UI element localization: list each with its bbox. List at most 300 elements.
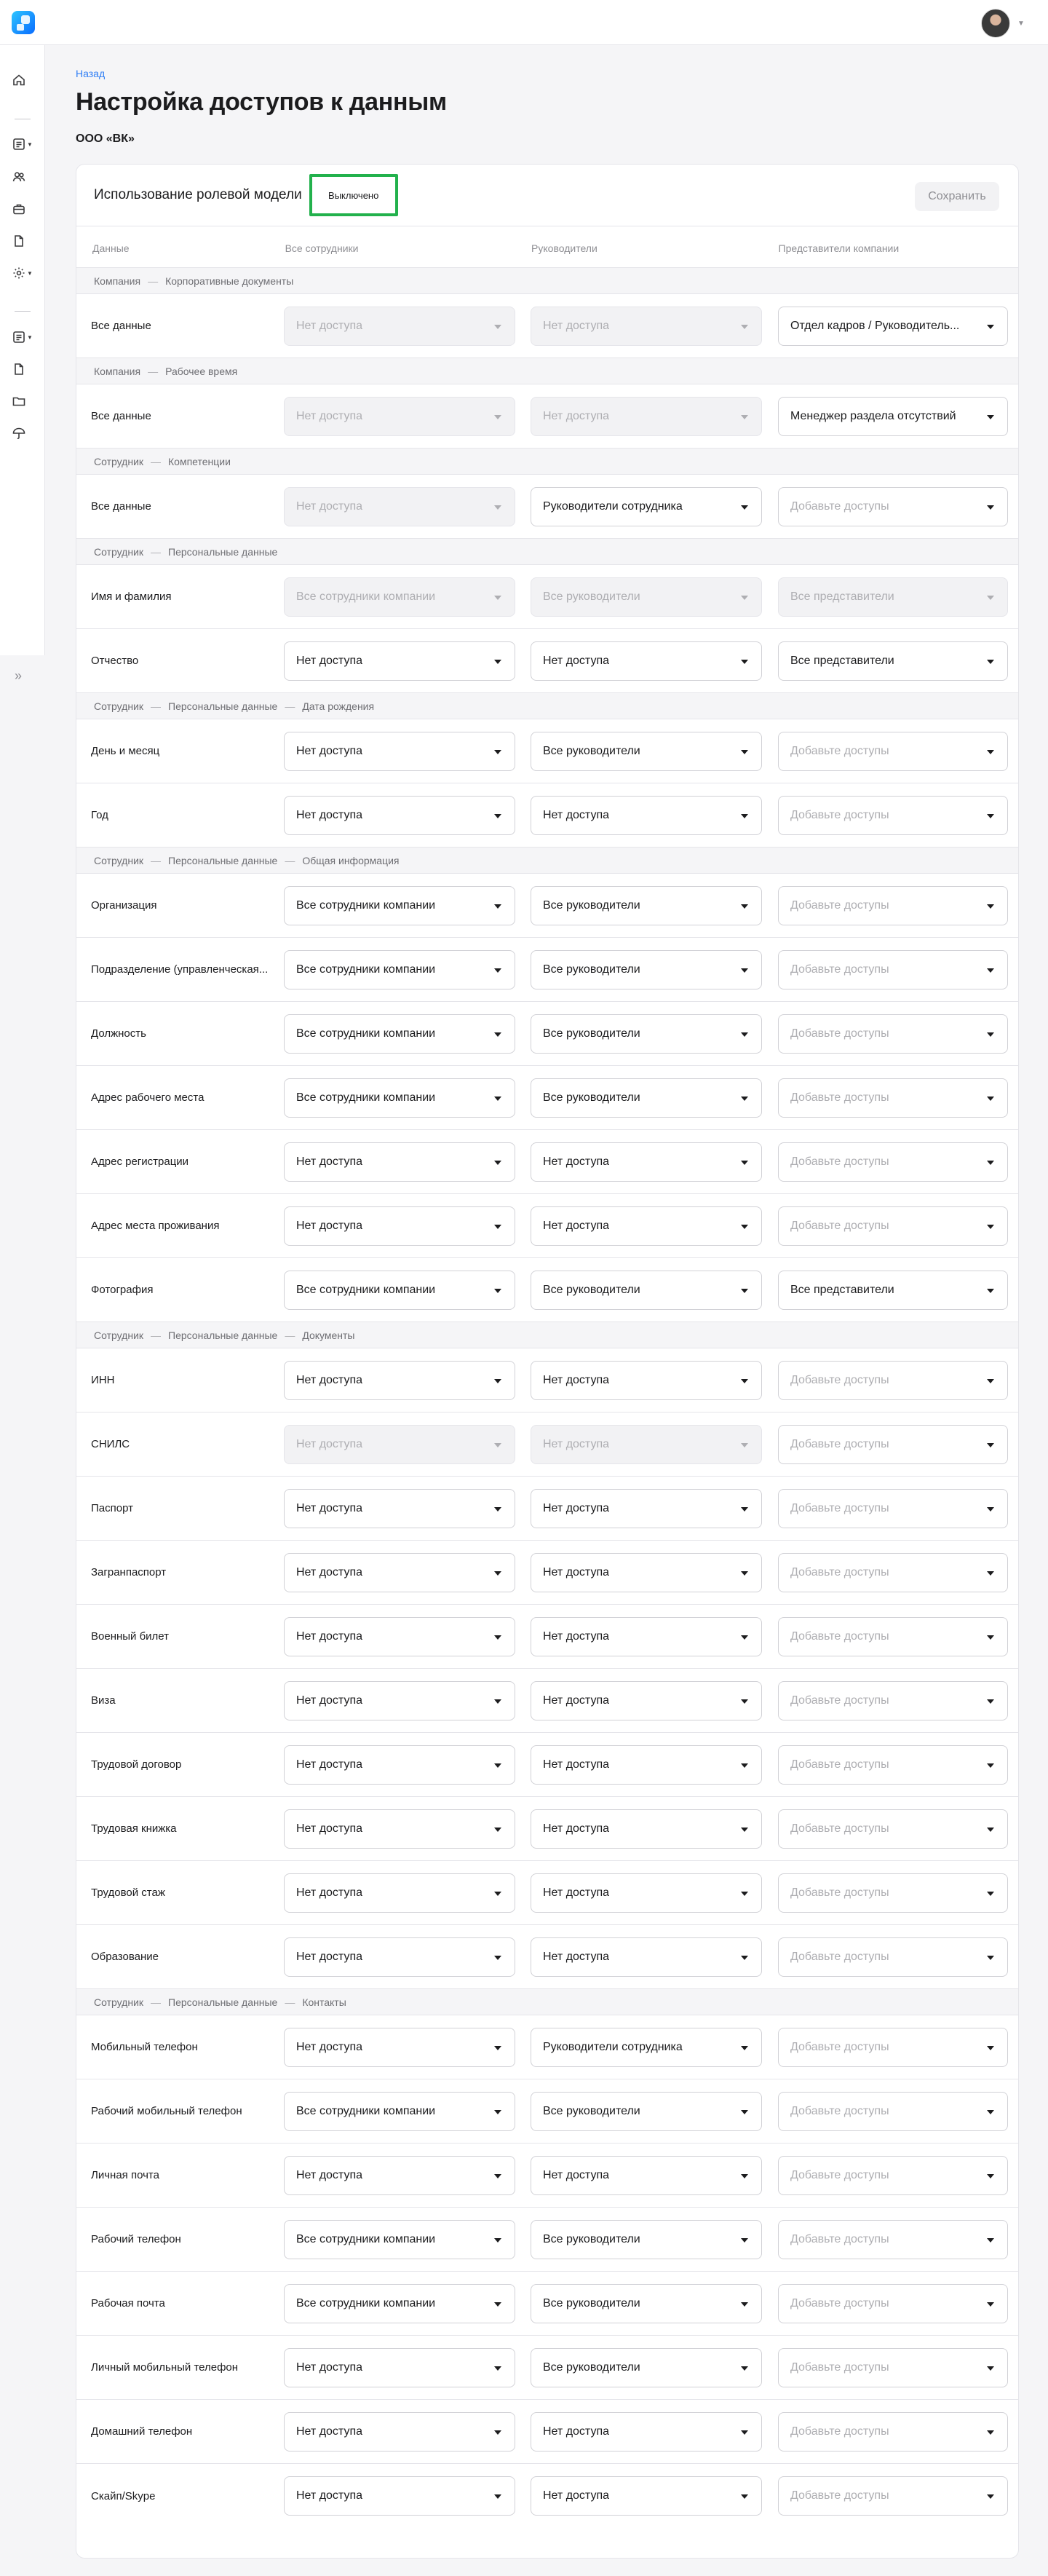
all-employees-select[interactable]: [284, 2476, 515, 2516]
representatives-select[interactable]: [778, 1553, 1008, 1592]
dropdown-arrow-icon: [741, 415, 748, 419]
managers-select[interactable]: [531, 1142, 762, 1182]
breadcrumb-separator: —: [151, 854, 162, 866]
dropdown-arrow-icon: [741, 1289, 748, 1293]
briefcase-icon[interactable]: [12, 199, 33, 218]
select-value: Все представители: [790, 590, 894, 603]
select-value: Нет доступа: [296, 1950, 362, 1963]
access-cell: [284, 796, 531, 835]
select-value: Все сотрудники компании: [296, 590, 436, 603]
table-row: [76, 1066, 1018, 1130]
dropdown-arrow-icon: [987, 1161, 994, 1165]
sidebar-expand-button[interactable]: »: [15, 668, 23, 683]
dropdown-arrow-icon: [741, 2174, 748, 2178]
avatar[interactable]: [981, 9, 1010, 38]
dropdown-arrow-icon: [987, 1956, 994, 1960]
representatives-select[interactable]: [778, 2476, 1008, 2516]
select-value: Все сотрудники компании: [296, 2296, 436, 2310]
dropdown-arrow-icon: [741, 2238, 748, 2243]
representatives-select[interactable]: [778, 2028, 1008, 2067]
access-cell: [284, 1014, 531, 1054]
select-value: Руководители сотрудника: [543, 499, 683, 513]
profile-menu[interactable]: [981, 9, 1026, 38]
dropdown-arrow-icon: [494, 1828, 501, 1832]
dropdown-arrow-icon: [987, 1828, 994, 1832]
access-cell: [284, 1745, 531, 1785]
breadcrumb-separator: —: [151, 1996, 162, 2008]
access-cell: [284, 886, 531, 925]
section-path-item: Компания: [94, 274, 141, 287]
file-icon[interactable]: [12, 232, 33, 250]
all-employees-select[interactable]: [284, 732, 515, 771]
table-row: [76, 1925, 1018, 1989]
managers-select[interactable]: [531, 2348, 762, 2387]
row-label: Загранпаспорт: [91, 1566, 167, 1579]
select-value: Добавьте доступы: [790, 808, 889, 821]
representatives-select[interactable]: [778, 1271, 1008, 1310]
select-value: Нет доступа: [296, 1155, 362, 1168]
representatives-select[interactable]: [778, 886, 1008, 925]
dropdown-arrow-icon: [987, 2494, 994, 2499]
select-value: Все руководители: [543, 744, 640, 757]
select-value: Добавьте доступы: [790, 1758, 889, 1771]
select-value: Нет доступа: [296, 1758, 362, 1771]
all-employees-select[interactable]: [284, 1142, 515, 1182]
table-row: [76, 1348, 1018, 1413]
managers-select[interactable]: [531, 1873, 762, 1913]
access-cell: [778, 2476, 1018, 2516]
table-row: [76, 1861, 1018, 1925]
representatives-select[interactable]: [778, 2220, 1008, 2259]
representatives-select[interactable]: [778, 1745, 1008, 1785]
representatives-select[interactable]: [778, 487, 1008, 526]
breadcrumb-separator: —: [151, 1329, 162, 1341]
breadcrumb-separator: —: [285, 854, 295, 866]
dropdown-arrow-icon: [494, 415, 501, 419]
table-row: [76, 1733, 1018, 1797]
sidebar: [0, 45, 45, 683]
app-logo-icon[interactable]: [12, 11, 35, 34]
chevron-down-icon[interactable]: ▼: [1017, 19, 1025, 28]
section-path-item: Сотрудник: [94, 700, 144, 712]
managers-select[interactable]: [531, 1271, 762, 1310]
section-path-item: Сотрудник: [94, 1329, 144, 1341]
row-label: Рабочая почта: [91, 2297, 165, 2310]
representatives-select[interactable]: [778, 2092, 1008, 2131]
select-value: Добавьте доступы: [790, 1091, 889, 1104]
select-value: Нет доступа: [296, 808, 362, 821]
row-label: Мобильный телефон: [91, 2041, 198, 2053]
select-value: Добавьте доступы: [790, 1155, 889, 1168]
select-value: Добавьте доступы: [790, 499, 889, 513]
managers-select[interactable]: [531, 2284, 762, 2323]
access-cell: [531, 2028, 778, 2067]
select-value: Все представители: [790, 654, 894, 667]
select-value: Нет доступа: [543, 2168, 609, 2181]
row-label: Паспорт: [91, 1502, 133, 1514]
representatives-select[interactable]: [778, 732, 1008, 771]
dropdown-arrow-icon: [987, 1443, 994, 1447]
table-row: [76, 1258, 1018, 1322]
managers-select[interactable]: [531, 796, 762, 835]
dropdown-arrow-icon: [741, 1699, 748, 1704]
dropdown-arrow-icon: [987, 1379, 994, 1383]
representatives-select[interactable]: [778, 2412, 1008, 2451]
page-header: [76, 67, 1019, 146]
folder-icon[interactable]: [12, 392, 33, 411]
all-employees-select[interactable]: [284, 2412, 515, 2451]
all-employees-select[interactable]: [284, 1271, 515, 1310]
access-cell: [531, 1142, 778, 1182]
select-value: Все сотрудники компании: [296, 898, 436, 912]
select-value: Нет доступа: [543, 1694, 609, 1707]
people-icon[interactable]: [12, 167, 33, 186]
managers-select[interactable]: [531, 641, 762, 681]
select-value: Добавьте доступы: [790, 1629, 889, 1643]
dropdown-arrow-icon: [494, 1892, 501, 1896]
dropdown-arrow-icon: [494, 2046, 501, 2050]
all-employees-select[interactable]: [284, 2284, 515, 2323]
access-cell: [778, 1142, 1018, 1182]
all-employees-select[interactable]: [284, 2092, 515, 2131]
representatives-select[interactable]: [778, 1873, 1008, 1913]
dropdown-arrow-icon: [494, 2494, 501, 2499]
breadcrumb-separator: —: [151, 455, 162, 467]
representatives-select[interactable]: [778, 950, 1008, 989]
dropdown-arrow-icon: [987, 1507, 994, 1512]
access-cell: [284, 732, 531, 771]
access-cell: [531, 1078, 778, 1118]
access-cell: [284, 2348, 531, 2387]
section-path-item: Сотрудник: [94, 854, 144, 866]
dropdown-arrow-icon: [741, 1763, 748, 1768]
managers-select[interactable]: [531, 487, 762, 526]
representatives-select[interactable]: [778, 1206, 1008, 1246]
dropdown-arrow-icon: [741, 968, 748, 973]
select-value: Нет доступа: [543, 1565, 609, 1579]
access-cell: [531, 796, 778, 835]
dropdown-arrow-icon: [987, 1892, 994, 1896]
representatives-select[interactable]: [778, 796, 1008, 835]
dropdown-arrow-icon: [987, 968, 994, 973]
select-value: Нет доступа: [296, 1886, 362, 1899]
access-cell: [531, 1745, 778, 1785]
managers-select[interactable]: [531, 2412, 762, 2451]
table-row: [76, 475, 1018, 539]
all-employees-select[interactable]: [284, 1553, 515, 1592]
dropdown-arrow-icon: [741, 1379, 748, 1383]
all-employees-select: [284, 307, 515, 346]
dropdown-arrow-icon: [987, 2174, 994, 2178]
representatives-select[interactable]: [778, 307, 1008, 346]
dropdown-arrow-icon: [987, 2238, 994, 2243]
managers-select[interactable]: [531, 1078, 762, 1118]
dropdown-arrow-icon: [741, 596, 748, 600]
managers-select[interactable]: [531, 2028, 762, 2067]
save-button[interactable]: Сохранить: [915, 182, 999, 211]
access-cell: [778, 577, 1018, 617]
access-cell: [531, 1425, 778, 1464]
section-header: [76, 358, 1018, 384]
row-label: Организация: [91, 899, 157, 912]
access-cell: [531, 1271, 778, 1310]
dropdown-arrow-icon: [494, 1699, 501, 1704]
umbrella-icon[interactable]: [12, 424, 33, 443]
access-cell: [531, 2092, 778, 2131]
row-label: Образование: [91, 1951, 159, 1963]
section-path-item: Персональные данные: [168, 1329, 278, 1341]
select-value: Нет доступа: [296, 1373, 362, 1386]
representatives-select[interactable]: [778, 641, 1008, 681]
managers-select[interactable]: [531, 2476, 762, 2516]
dropdown-arrow-icon: [741, 505, 748, 510]
dropdown-arrow-icon: [741, 1571, 748, 1576]
select-value: Нет доступа: [543, 409, 609, 422]
dropdown-arrow-icon: [987, 2366, 994, 2371]
access-cell: [531, 641, 778, 681]
dropdown-arrow-icon: [741, 1828, 748, 1832]
table-body: [76, 268, 1018, 2528]
dropdown-arrow-icon: [987, 1699, 994, 1704]
all-employees-select[interactable]: [284, 1809, 515, 1849]
section-path-item: Сотрудник: [94, 455, 144, 467]
section-path-item: Рабочее время: [165, 365, 238, 377]
document-list-icon[interactable]: ▼: [12, 328, 33, 347]
all-employees-select[interactable]: [284, 886, 515, 925]
row-label: Подразделение (управленческая...: [91, 963, 269, 976]
table-row: [76, 1130, 1018, 1194]
access-cell: [778, 1078, 1018, 1118]
access-cell: [284, 1271, 531, 1310]
section-path-item: Персональные данные: [168, 700, 278, 712]
file-icon[interactable]: [12, 360, 33, 379]
row-label: Имя и фамилия: [91, 590, 172, 603]
access-cell: [284, 397, 531, 436]
access-cell: [284, 2412, 531, 2451]
access-cell: [531, 307, 778, 346]
select-value: Нет доступа: [296, 409, 362, 422]
row-label: Отчество: [91, 655, 139, 667]
representatives-select[interactable]: [778, 1681, 1008, 1720]
representatives-select[interactable]: [778, 1361, 1008, 1400]
managers-select[interactable]: [531, 1681, 762, 1720]
table-row: [76, 294, 1018, 358]
row-label: Военный билет: [91, 1630, 170, 1643]
access-cell: [778, 2348, 1018, 2387]
dropdown-arrow-icon: [987, 1635, 994, 1640]
all-employees-select[interactable]: [284, 1873, 515, 1913]
managers-select[interactable]: [531, 2092, 762, 2131]
column-header-representatives: Представители компании: [778, 242, 900, 254]
access-cell: [531, 1489, 778, 1528]
dropdown-arrow-icon: [987, 1763, 994, 1768]
all-employees-select[interactable]: [284, 1937, 515, 1977]
access-cell: [284, 2476, 531, 2516]
select-value: Все сотрудники компании: [296, 1283, 436, 1296]
back-link[interactable]: Назад: [76, 68, 106, 79]
managers-select[interactable]: [531, 2156, 762, 2195]
section-header: [76, 449, 1018, 475]
select-value: Все руководители: [543, 898, 640, 912]
dropdown-arrow-icon: [987, 415, 994, 419]
managers-select[interactable]: [531, 732, 762, 771]
managers-select[interactable]: [531, 1361, 762, 1400]
select-value: Нет доступа: [543, 2425, 609, 2438]
dropdown-arrow-icon: [494, 968, 501, 973]
select-value: Все сотрудники компании: [296, 2232, 436, 2245]
access-cell: [778, 307, 1018, 346]
table-header: [76, 226, 1018, 268]
access-cell: [778, 487, 1018, 526]
representatives-select[interactable]: [778, 1489, 1008, 1528]
managers-select[interactable]: [531, 1745, 762, 1785]
managers-select[interactable]: [531, 886, 762, 925]
dropdown-arrow-icon: [987, 596, 994, 600]
table-row: [76, 565, 1018, 629]
all-employees-select[interactable]: [284, 1745, 515, 1785]
breadcrumb-separator: —: [285, 1329, 295, 1341]
access-cell: [778, 397, 1018, 436]
access-cell: [284, 1142, 531, 1182]
access-cell: [531, 886, 778, 925]
all-employees-select: [284, 1425, 515, 1464]
managers-select[interactable]: [531, 1014, 762, 1054]
representatives-select[interactable]: [778, 397, 1008, 436]
access-cell: [778, 2412, 1018, 2451]
access-cell: [778, 1425, 1018, 1464]
all-employees-select[interactable]: [284, 1681, 515, 1720]
representatives-select[interactable]: [778, 2284, 1008, 2323]
all-employees-select[interactable]: [284, 1014, 515, 1054]
representatives-select: [778, 577, 1008, 617]
row-label: Личная почта: [91, 2169, 159, 2181]
access-cell: [284, 1809, 531, 1849]
managers-select[interactable]: [531, 950, 762, 989]
column-header-managers: Руководители: [531, 242, 598, 254]
dropdown-arrow-icon: [987, 904, 994, 909]
section-path-item: Персональные данные: [168, 1996, 278, 2008]
role-model-toggle[interactable]: Выключено: [309, 174, 398, 216]
all-employees-select[interactable]: [284, 1078, 515, 1118]
access-cell: [778, 1745, 1018, 1785]
table-row: [76, 2144, 1018, 2208]
all-employees-select[interactable]: [284, 1361, 515, 1400]
document-list-icon[interactable]: ▼: [12, 135, 33, 154]
representatives-select[interactable]: [778, 1425, 1008, 1464]
row-label: Адрес рабочего места: [91, 1091, 205, 1104]
access-cell: [531, 732, 778, 771]
representatives-select[interactable]: [778, 2348, 1008, 2387]
dropdown-arrow-icon: [494, 2366, 501, 2371]
all-employees-select[interactable]: [284, 2348, 515, 2387]
representatives-select[interactable]: [778, 1937, 1008, 1977]
section-path-item: Персональные данные: [168, 545, 278, 558]
section-path-item: Сотрудник: [94, 545, 144, 558]
select-value: Нет доступа: [296, 2360, 362, 2374]
access-cell: [531, 1553, 778, 1592]
dropdown-arrow-icon: [987, 325, 994, 329]
dropdown-arrow-icon: [741, 750, 748, 754]
dropdown-arrow-icon: [494, 2238, 501, 2243]
managers-select[interactable]: [531, 1489, 762, 1528]
section-path-item: Компетенции: [168, 455, 231, 467]
select-value: Нет доступа: [296, 2489, 362, 2502]
representatives-select[interactable]: [778, 1142, 1008, 1182]
row-label: Все данные: [91, 410, 151, 422]
representatives-select[interactable]: [778, 1809, 1008, 1849]
select-value: Нет доступа: [296, 1565, 362, 1579]
table-row: [76, 2208, 1018, 2272]
select-value: Добавьте доступы: [790, 2296, 889, 2310]
row-label: Адрес места проживания: [91, 1220, 220, 1232]
table-row: [76, 1669, 1018, 1733]
dropdown-arrow-icon: [987, 660, 994, 664]
managers-select[interactable]: [531, 1206, 762, 1246]
dropdown-arrow-icon: [494, 1763, 501, 1768]
column-header-all-employees: Все сотрудники: [285, 242, 359, 254]
access-cell: [284, 1206, 531, 1246]
dropdown-arrow-icon: [741, 2494, 748, 2499]
home-icon[interactable]: [12, 71, 33, 90]
representatives-select[interactable]: [778, 1078, 1008, 1118]
section-path-item: Сотрудник: [94, 1996, 144, 2008]
access-cell: [778, 1361, 1018, 1400]
all-employees-select[interactable]: [284, 2156, 515, 2195]
table-row: [76, 384, 1018, 449]
all-employees-select[interactable]: [284, 796, 515, 835]
dropdown-arrow-icon: [494, 1956, 501, 1960]
all-employees-select[interactable]: [284, 1206, 515, 1246]
representatives-select[interactable]: [778, 1014, 1008, 1054]
table-row: [76, 1541, 1018, 1605]
table-row: [76, 1002, 1018, 1066]
all-employees-select[interactable]: [284, 2220, 515, 2259]
all-employees-select[interactable]: [284, 1617, 515, 1656]
row-label: Адрес регистрации: [91, 1155, 189, 1168]
all-employees-select[interactable]: [284, 2028, 515, 2067]
access-cell: [284, 2156, 531, 2195]
table-row: [76, 2464, 1018, 2528]
page-title: Настройка доступов к данным: [76, 88, 447, 116]
select-value: Нет доступа: [296, 2168, 362, 2181]
select-value: Добавьте доступы: [790, 1437, 889, 1450]
access-cell: [778, 1809, 1018, 1849]
all-employees-select[interactable]: [284, 1489, 515, 1528]
managers-select[interactable]: [531, 1937, 762, 1977]
row-label: Трудовая книжка: [91, 1822, 177, 1835]
breadcrumb-separator: —: [148, 274, 159, 287]
representatives-select[interactable]: [778, 2156, 1008, 2195]
select-value: Добавьте доступы: [790, 2360, 889, 2374]
select-value: Добавьте доступы: [790, 744, 889, 757]
representatives-select[interactable]: [778, 1617, 1008, 1656]
settings-icon[interactable]: ▼: [12, 264, 33, 283]
managers-select[interactable]: [531, 1553, 762, 1592]
managers-select[interactable]: [531, 2220, 762, 2259]
table-row: [76, 2079, 1018, 2144]
access-cell: [778, 1271, 1018, 1310]
breadcrumb-separator: —: [151, 545, 162, 558]
all-employees-select[interactable]: [284, 950, 515, 989]
select-value: Все сотрудники компании: [296, 1027, 436, 1040]
dropdown-arrow-icon: [987, 1289, 994, 1293]
access-cell: [778, 2028, 1018, 2067]
managers-select[interactable]: [531, 1809, 762, 1849]
managers-select[interactable]: [531, 1617, 762, 1656]
all-employees-select[interactable]: [284, 641, 515, 681]
select-value: Все руководители: [543, 1091, 640, 1104]
select-value: Добавьте доступы: [790, 1027, 889, 1040]
